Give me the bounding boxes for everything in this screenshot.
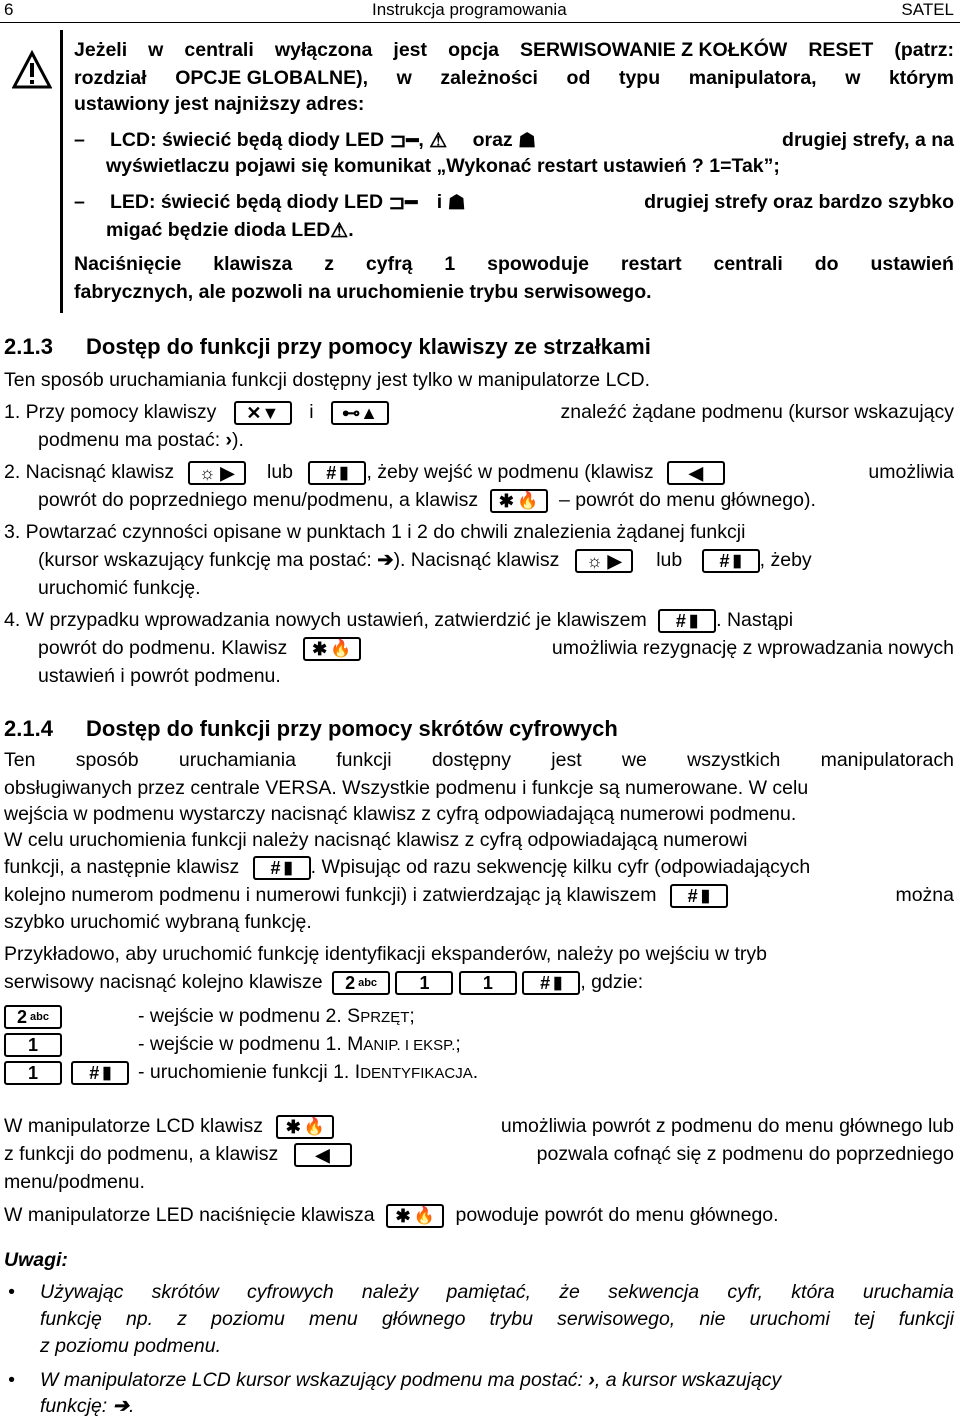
note-para-2: fabrycznych, ale pozwoli na uruchomienie trybu serwisowego. [74,281,652,303]
door-icon: ▮ [688,610,699,630]
key-back-left [667,461,725,485]
led-service-icon: ⊐━ [389,129,419,152]
door-icon: ▮ [700,885,711,905]
key-hash: # ▮ [71,1061,129,1085]
back-left-icon: ◀ [315,1144,330,1165]
s214-line-2: obsługiwanych przez centrale VERSA. Wszystkie podmenu i funkcje są numerowane. W celu [4,777,809,799]
sun-right-icon: ☼ ▶ [198,462,235,483]
note-lcd-line: – LCD: świecić będą diody LED ⊐━, ⚠ oraz ☗ drugiej strefy, a na [74,129,954,152]
note-lcd-line-2: wyświetlaczu pojawi się komunikat „Wykonać restart ustawień ? 1=Tak”; [106,155,780,177]
key-sun-right [188,461,246,485]
key-up [331,401,389,425]
cross-down-icon: ✕▼ [246,402,280,423]
note-bullet-2-l1: W manipulatorze LCD kursor wskazujący podmenu ma postać: ›, a kursor wskazujący [40,1369,782,1391]
door-icon: ▮ [102,1062,112,1082]
key-1: 1 [4,1033,62,1057]
note-bullet-2-l2: funkcję: ➔. [40,1395,135,1417]
note-para-1: Naciśnięcie klawisza z cyfrą 1 spowoduje restart centrali do ustawień [74,253,954,275]
key-1: 1 [459,971,517,995]
bullet-1: • [8,1281,15,1303]
warning-icon [12,50,52,90]
key-2abc: 2 abc [332,971,390,995]
note-line-2: rozdział OPCJE GLOBALNE), w zależności od typu manipulatora, w którym [74,67,954,89]
s213-item-4-l3: ustawień i powrót podmenu. [38,665,281,687]
led-armed-icon: ☗ [518,129,537,152]
led-keys-line: W manipulatorze LED naciśnięcie klawisza ✱ 🔥 powoduje powrót do menu głównego. [4,1204,779,1226]
door-icon: ▮ [553,972,563,992]
door-icon: ▮ [339,462,349,482]
s213-item-3: 3. Powtarzać czynności opisane w punktach 1 i 2 do chwili znalezienia żądanej funkcji [4,521,746,543]
page-number: 6 [4,0,14,19]
led-trouble-icon: ⚠ [330,219,349,242]
section-heading-2-1-4: 2.1.4 Dostęp do funkcji przy pomocy skrótów cyfrowych [4,716,618,741]
s214-line-3: wejścia w podmenu wystarczy nacisnąć klawisz z cyfrą odpowiadającą numerowi podmenu. [4,803,797,825]
brand: SATEL [901,0,954,19]
s213-item-4: 4. W przypadku wprowadzania nowych ustawień, zatwierdzić je klawiszem # ▮ . Nastąpi [4,609,794,631]
key-2abc: 2 abc [4,1005,62,1029]
key-star: ✱ 🔥 [303,637,361,661]
key-hash: # ▮ [522,971,580,995]
s214-line-7: szybko uruchomić wybraną funkcję. [4,911,312,933]
led-trouble-icon: ⚠ [429,129,448,152]
doc-title: Instrukcja programowania [372,0,567,19]
key-star: ✱ 🔥 [386,1204,444,1228]
s213-item-2: 2. Nacisnąć klawisz ☼ ▶ lub # ▮ , żeby wejść w podmenu (klawisz ◀ umożliwia [4,461,954,483]
s213-intro: Ten sposób uruchamiania funkcji dostępny jest tylko w manipulatorze LCD. [4,369,650,391]
s214-example-1: Przykładowo, aby uruchomić funkcję identyfikacji ekspanderów, należy po wejściu w tryb [4,943,768,965]
s213-item-4-l2: powrót do podmenu. Klawisz ✱ 🔥 umożliwia rezygnację z wprowadzania nowych [38,637,954,659]
sun-right-icon: ☼ ▶ [586,550,622,571]
key-x-down [234,401,292,425]
s213-item-3-l3: uruchomić funkcję. [38,577,201,599]
s214-line-4: W celu uruchomienia funkcji należy nacisnąć klawisz z cyfrą odpowiadającą numerowi [4,829,748,851]
note-led-line-2: migać będzie dioda LED⚠. [106,219,354,242]
submenu-cursor-icon: › [225,429,233,451]
note-line-3: ustawiony jest najniższy adres: [74,93,365,115]
fire-icon: 🔥 [413,1205,435,1225]
s213-item-1-l2: podmenu ma postać: ›). [38,429,244,451]
section-heading-2-1-3: 2.1.3 Dostęp do funkcji przy pomocy klawiszy ze strzałkami [4,334,651,359]
key-star: ✱ 🔥 [490,489,548,513]
fire-icon: 🔥 [330,638,352,658]
s214-line-6: kolejno numerom podmenu i numerowi funkcji) i zatwierdzając ją klawiszem # ▮ można [4,884,954,906]
led-service-icon: ⊐━ [388,191,418,214]
door-icon: ▮ [732,550,742,570]
key-hash: # ▮ [670,884,728,908]
back-left-icon: ◀ [689,462,703,483]
fire-icon: 🔥 [516,490,539,510]
led-armed-icon: ☗ [447,191,466,214]
fire-icon: 🔥 [303,1116,326,1136]
key-hash: # ▮ [702,549,760,573]
note-bullet-1-l1: Używając skrótów cyfrowych należy pamiętać, że sekwencja cyfr, która uruchamia [40,1281,954,1303]
note-bullet-1-l3: z poziomu podmenu. [40,1335,222,1357]
note-line-1: Jeżeli w centrali wyłączona jest opcja SERWISOWANIE Z KOŁKÓW RESET (patrz: [74,39,954,61]
lcd-keys-line-3: menu/podmenu. [4,1171,145,1193]
def-text-2: - wejście w podmenu 1. MANIP. I EKSP.; [138,1033,461,1055]
note-bullet-1-l2: funkcję np. z poziomu menu głównego trybu serwisowego, nie uruchomi tej funkcji [40,1308,954,1330]
def-row-3 [4,1060,129,1085]
s214-example-2: serwisowy nacisnąć kolejno klawisze 2 abc 1 1 # ▮ , gdzie: [4,971,644,993]
s214-line-5: funkcji, a następnie klawisz # ▮ . Wpisując od razu sekwencję kilku cyfr (odpowiadających [4,856,811,878]
def-text-1: - wejście w podmenu 2. SPRZĘT; [138,1005,415,1027]
key-up-icon: ⊷▲ [342,402,378,423]
def-row-2 [4,1032,62,1057]
s214-line-1: Ten sposób uruchamiania funkcji dostępny jest we wszystkich manipulatorach [4,749,954,771]
notes-title: Uwagi: [4,1249,68,1271]
page-header [0,0,960,23]
key-1: 1 [4,1061,62,1085]
key-hash: # ▮ [253,856,311,880]
key-hash: # ▮ [308,461,366,485]
s213-item-1: 1. Przy pomocy klawiszy ✕▼ i ⊷▲ znaleźć żądane podmenu (kursor wskazujący [4,401,954,423]
s213-item-2-l2: powrót do poprzedniego menu/podmenu, a klawisz ✱ 🔥 – powrót do menu głównego). [38,489,816,511]
lcd-keys-line-2: z funkcji do podmenu, a klawisz ◀ pozwala cofnąć się z podmenu do poprzedniego [4,1143,954,1165]
key-1: 1 [395,971,453,995]
submenu-cursor-icon: › [588,1369,595,1391]
function-cursor-icon: ➔ [112,1395,129,1417]
function-cursor-icon: ➔ [377,549,394,571]
note-led-line: – LED: świecić będą diody LED ⊐━ i ☗ drugiej strefy oraz bardzo szybko [74,191,954,214]
door-icon: ▮ [283,857,293,877]
key-sun-right [575,549,633,573]
lcd-keys-line-1: W manipulatorze LCD klawisz ✱ 🔥 umożliwia powrót z podmenu do menu głównego lub [4,1115,954,1137]
bullet-2: • [8,1369,15,1391]
key-hash: # ▮ [658,609,716,633]
key-back-left [294,1143,352,1167]
def-row-1 [4,1004,62,1029]
def-text-3: - uruchomienie funkcji 1. IDENTYFIKACJA. [138,1061,479,1083]
key-star: ✱ 🔥 [276,1115,334,1139]
note-bar [60,30,63,313]
s213-item-3-l2: (kursor wskazujący funkcję ma postać: ➔). Nacisnąć klawisz ☼ ▶ lub # ▮ , żeby [38,549,812,571]
